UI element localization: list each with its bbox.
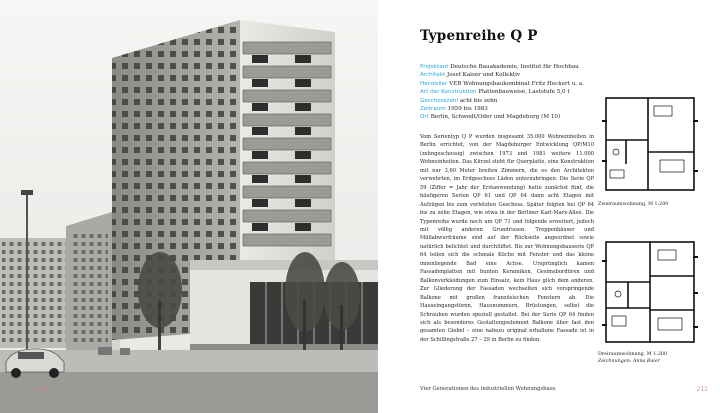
fact-value: Plattenbauweise, Laststufe 5,0 t [478, 89, 570, 96]
running-footer: Vier Generationen des industriellen Wohnungsbaus [420, 386, 556, 392]
body-paragraph: Vom Serientyp Q P wurden insgesamt 35.000 Wohneinheiten in Berlin errichtet, von der Magdeburger Entwicklung QP/M10 (zehngeschossig) zwischen 1973 und 1981 weitere 11.000 Wohneinheiten. Das Kürzel steht für Querplatte, eine Konstruktion mit nur 3,60 Meter breiten Zimmern, die es den Architekten verwehrten, im Erdgeschoss Läden unterzubringen. Die Serie QP 59 (Ziffer = Jahr der Erstanwendung) hatte zunächst fünf, die häufigeren Serien QP 61 und QP 64 dann acht Etagen mit Aufzügen bis zum vorletzten Geschoss. Später folgten bei QP 64 bis zu zehn Etagen, wie etwa in der Berliner Karl-Marx-Allee. Die Typenreihe wurde noch um QP 71 und folgende erweitert, jedoch mit völlig anderen Grundrissen. Treppenhäuser und Müllabwurfräume sind auf der Rückseite angeordnet sowie natürlich belichtet und durchlüftet. Bis zur Wohnungsbauserie QP 64 teilen sich die schmale Küche mit Fenster und das kleine innenliegende Bad eine Achse. Ursprünglich kamen Fassadenplatten mit bunten Keramiken, Gesimsbordüren und Balkonverkleidungen zum Einsatz, kein Haus glich dem anderen. Zur Gliederung der Fassaden wechselten sich vorspringende Balkone mit großen französischen Fenstern ab. Die Hauseingangstüren, Hausnummern, Brüstungen, selbst die Schrauben wurden speziell gestaltet. Bei der Serie QP 64 finden sich als besonderes Gestaltungselement Balkone über fast den gesamten Giebel – eine nahezu original erhaltene Fassade ist in der Schillingstraße 27 – 29 in Berlin zu finden. [420, 134, 594, 343]
fact-value: Josef Kaiser und Kollektiv [447, 72, 521, 79]
fact-value: VEB Wohnungsbaukombinat Fritz Heckert u. a. [449, 80, 584, 87]
fact-row [420, 88, 600, 96]
fact-row [420, 105, 600, 113]
caption-plan-2-text: Dreiraumwohnung, M 1:200 [598, 352, 668, 357]
far-building-left [0, 238, 70, 348]
floor-plan-two-room [598, 90, 702, 198]
fact-key: Art der Konstruktion [420, 89, 477, 96]
fact-key: Zeitraum [420, 106, 446, 113]
fact-row [420, 63, 600, 71]
right-page-number: 211 [696, 386, 708, 393]
body-text [420, 133, 594, 344]
fact-key: Architekt [420, 72, 446, 79]
fact-key: Hersteller [420, 80, 448, 87]
fact-value: 1959 bis 1983 [447, 106, 488, 113]
page-title: Typenreihe Q P [420, 28, 538, 44]
middle-building [66, 212, 120, 350]
fact-key: Projektant [420, 64, 449, 70]
fact-value: Berlin, Schwedt/Oder und Magdeburg (M 10) [430, 114, 561, 121]
fact-row [420, 71, 600, 79]
fact-key: Geschosszahl [420, 97, 459, 104]
caption-plan-2 [598, 352, 667, 365]
drawing-credit: Zeichnungen: Anna Baier [598, 358, 660, 364]
facts-list [420, 63, 600, 122]
fact-row [420, 97, 600, 105]
fact-row [420, 113, 600, 121]
left-page-number: 210 [36, 386, 48, 393]
fact-value: acht bis zehn [459, 97, 498, 104]
fact-value: Deutsche Bauakademie, Institut für Hochbau [450, 64, 579, 70]
fact-row [420, 80, 600, 88]
text-page [378, 0, 720, 413]
fact-key: Ort [420, 114, 429, 121]
floor-plan-three-room [598, 236, 702, 348]
caption-plan-1: Zweiraumwohnung, M 1:200 [598, 202, 669, 207]
